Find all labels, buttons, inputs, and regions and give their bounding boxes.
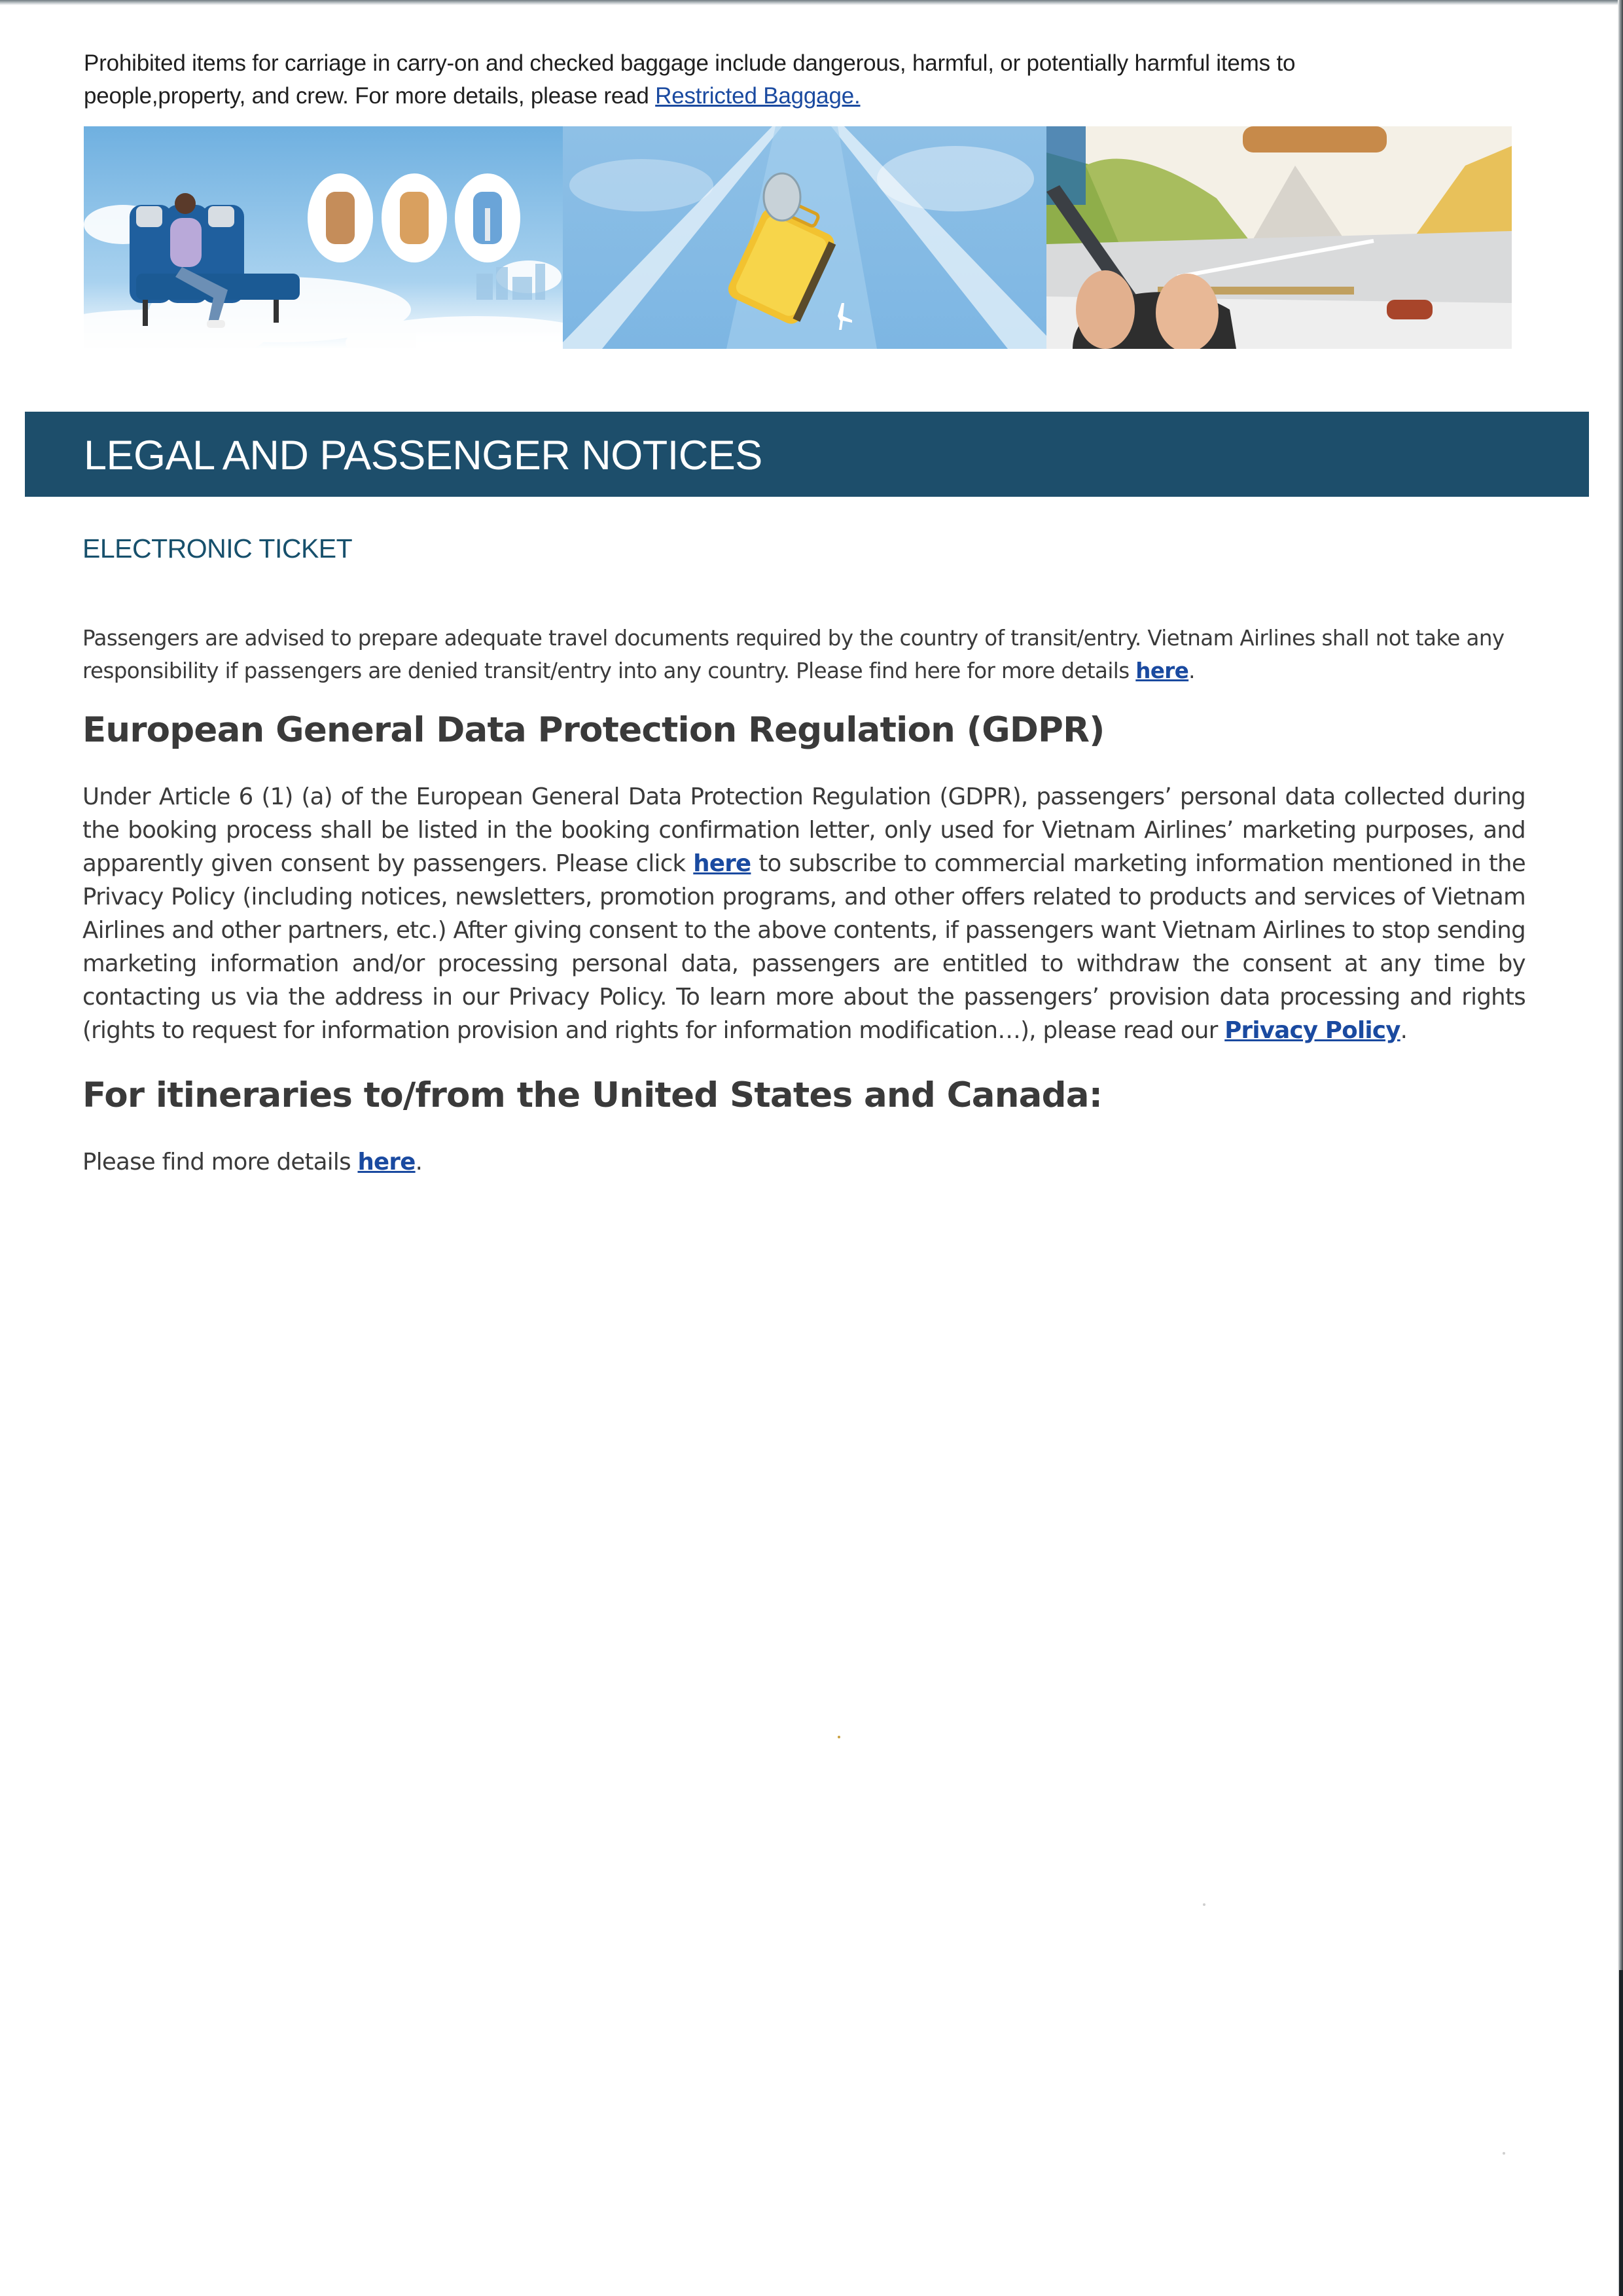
gdpr-subscribe-here-link[interactable]: here (693, 850, 751, 877)
us-canada-paragraph (82, 1145, 422, 1179)
gdpr-suffix: . (1400, 1017, 1408, 1044)
legal-notices-header-bar (25, 412, 1589, 497)
gdpr-paragraph (82, 780, 1525, 1047)
travel-documents-here-link[interactable]: here (1135, 658, 1189, 683)
scan-edge-right (1618, 0, 1623, 2296)
scan-speck (1503, 2152, 1505, 2155)
airplane-cabin-seats-windows-image (84, 126, 563, 349)
promo-banner (84, 126, 1512, 349)
gdpr-heading: European General Data Protection Regulation (GDPR) (82, 710, 1105, 750)
electronic-ticket-text: Passengers are advised to prepare adequate travel documents required by the country of transit/entry. Vietnam Airlines shall not take any responsibility if passengers are denied transit/entry into any country. Please find here for more details (82, 626, 1505, 683)
scan-speck (838, 1736, 840, 1738)
us-canada-here-link[interactable]: here (357, 1149, 416, 1175)
gdpr-text-before-link: Under Article 6 (1) (a) of the European General Data Protection Regulation (GDPR), passengers’ personal data collected during the booking process shall be listed in the booking confirmation letter, only used for Vietnam Airlines’ marketing purposes, and apparently given consent by passengers. Please click (82, 783, 1525, 877)
us-canada-suffix: . (415, 1149, 423, 1175)
scan-edge-top (0, 0, 1623, 5)
flying-suitcase-sky-image (563, 126, 1046, 349)
us-canada-heading: For itineraries to/from the United States and Canada: (82, 1075, 1103, 1115)
restricted-baggage-link[interactable]: Restricted Baggage. (655, 83, 861, 109)
car-driver-road-image (1046, 126, 1512, 349)
gdpr-text-after-link: to subscribe to commercial marketing information mentioned in the Privacy Policy (including notices, newsletters, promotion programs, and other offers related to products and services of Vietnam Airlines and other partners, etc.) After giving consent to the above contents, if passengers want Vietnam Airlines to stop sending marketing information and/or processing personal data, passengers are entitled to withdraw the consent at any time by contacting us via the address in our Privacy Policy. To learn more about the passengers’ provision data processing and rights (rights to request for information provision and rights for information modification…), please read our (82, 850, 1525, 1044)
prohibited-items-paragraph (84, 47, 1406, 113)
us-canada-text: Please find more details (82, 1149, 358, 1175)
electronic-ticket-suffix: . (1188, 658, 1195, 683)
electronic-ticket-heading: ELECTRONIC TICKET (82, 533, 353, 564)
privacy-policy-link[interactable]: Privacy Policy (1224, 1017, 1400, 1044)
legal-notices-title: LEGAL AND PASSENGER NOTICES (84, 433, 762, 478)
electronic-ticket-paragraph (82, 622, 1522, 687)
scan-edge-right-shadow (1619, 1970, 1623, 2296)
prohibited-items-text: Prohibited items for carriage in carry-on and checked baggage include dangerous, harmful, or potentially harmful items to people,property, and crew. For more details, please read (84, 50, 1296, 109)
scan-speck (1203, 1903, 1205, 1906)
